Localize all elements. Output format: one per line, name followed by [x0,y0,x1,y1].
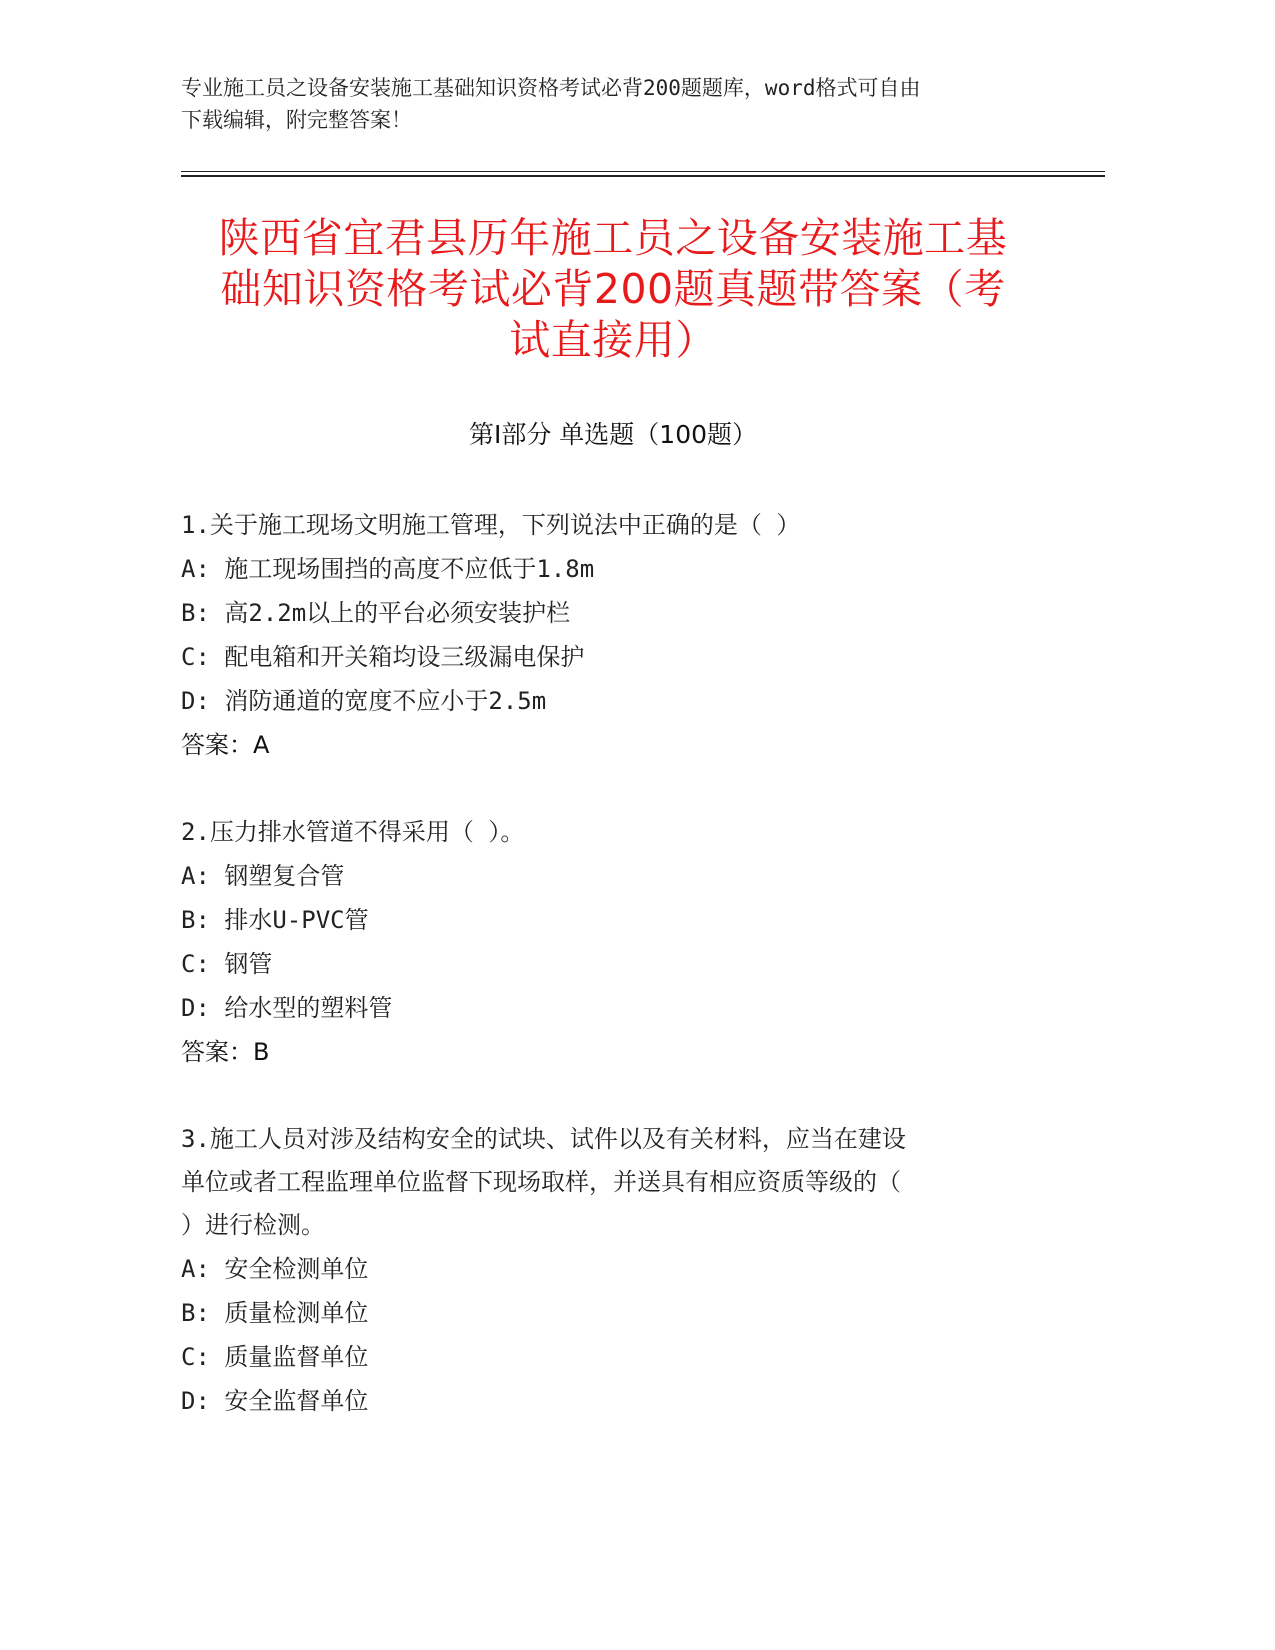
option-c [181,1335,1031,1379]
section-heading: 第Ⅰ部分 单选题（100题） [468,420,758,449]
option-letter: A: [181,555,210,583]
option-text: 安全监督单位 [224,1387,369,1415]
question-stem: 2.压力排水管道不得采用（ ）。 [181,818,525,846]
option-text: 排水U-PVC管 [224,906,369,934]
option-letter: A: [181,1255,210,1283]
option-b [181,898,1031,942]
header-divider-thin [181,171,1105,172]
option-letter: B: [181,906,210,934]
question-3 [181,1118,1031,1423]
option-letter: C: [181,1343,210,1371]
title-line-2: 础知识资格考试必背200题真题带答案（考 [220,265,1006,313]
question-stem: 3.施工人员对涉及结构安全的试块、试件以及有关材料，应当在建设 [181,1125,906,1153]
header-line-1: 专业施工员之设备安装施工基础知识资格考试必背200题题库，word格式可自由 [181,76,921,100]
answer-label: 答案：A [181,731,270,759]
option-text: 质量监督单位 [224,1343,369,1371]
option-text: 施工现场围挡的高度不应低于1.8m [224,555,595,583]
option-b [181,591,1031,635]
title-line-1: 陕西省宜君县历年施工员之设备安装施工基 [218,214,1008,262]
option-text: 安全检测单位 [224,1255,369,1283]
option-letter: B: [181,1299,210,1327]
option-text: 质量检测单位 [224,1299,369,1327]
question-stem-continued: ）进行检测。 [181,1211,325,1239]
option-letter: C: [181,643,210,671]
document-title [181,213,1045,366]
question-2 [181,811,1031,1074]
header-line-2: 下载编辑，附完整答案！ [181,108,412,132]
option-d [181,986,1031,1030]
option-text: 配电箱和开关箱均设三级漏电保护 [224,643,585,671]
option-b [181,1291,1031,1335]
option-text: 高2.2m以上的平台必须安装护栏 [224,599,571,627]
option-a [181,1247,1031,1291]
question-1 [181,504,1031,767]
question-stem: 1.关于施工现场文明施工管理，下列说法中正确的是（ ） [181,511,801,539]
question-list [181,504,1031,1467]
header-divider-thick [181,175,1105,177]
option-text: 钢管 [224,950,273,978]
option-c [181,942,1031,986]
option-c [181,635,1031,679]
option-letter: D: [181,994,210,1022]
option-text: 钢塑复合管 [224,862,345,890]
option-d [181,1379,1031,1423]
option-letter: D: [181,687,210,715]
option-letter: D: [181,1387,210,1415]
title-line-3: 试直接用） [509,316,717,364]
option-text: 消防通道的宽度不应小于2.5m [224,687,547,715]
header-note [181,72,1031,136]
answer-label: 答案：B [181,1038,270,1066]
question-stem-continued: 单位或者工程监理单位监督下现场取样，并送具有相应资质等级的（ [181,1168,901,1196]
option-letter: B: [181,599,210,627]
option-text: 给水型的塑料管 [224,994,393,1022]
option-letter: A: [181,862,210,890]
option-letter: C: [181,950,210,978]
option-a [181,547,1031,591]
option-d [181,679,1031,723]
option-a [181,854,1031,898]
